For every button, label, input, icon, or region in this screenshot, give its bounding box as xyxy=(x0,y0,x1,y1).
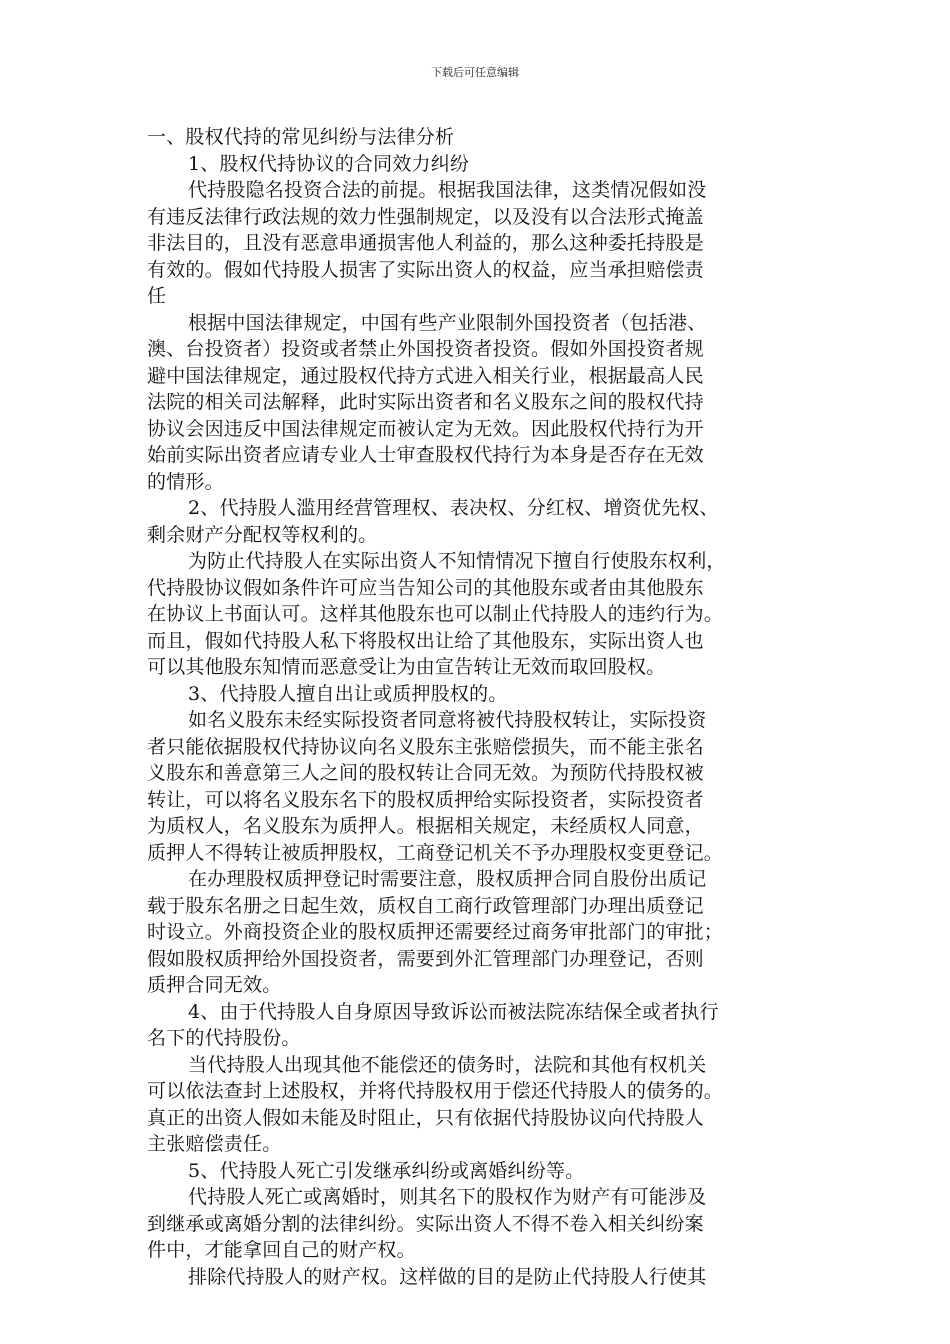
text-line: 到继承或离婚分割的法律纠纷。实际出资人不得不卷入相关纠纷案 xyxy=(147,1212,704,1235)
text-line: 剩余财产分配权等权利的。 xyxy=(147,523,378,546)
text-line: 名下的代持股份。 xyxy=(147,1027,301,1049)
page-header: 下载后可任意编辑 xyxy=(431,66,519,79)
document-body xyxy=(147,124,807,1290)
text-line: 在办理股权质押登记时需要注意，股权质押合同自股份出质记 xyxy=(188,868,707,890)
text-line: 者只能依据股权代持协议向名义股东主张赔偿损失，而不能主张名 xyxy=(147,735,704,758)
text-line: 4、由于代持股人自身原因导致诉讼而被法院冻结保全或者执行 xyxy=(188,1000,719,1023)
text-line: 2、代持股人滥用经营管理权、表决权、分红权、增资优先权、 xyxy=(188,497,719,519)
text-line: 可以依法查封上述股权，并将代持股权用于偿还代持股人的债务的。 xyxy=(147,1080,724,1102)
text-line: 如名义股东未经实际投资者同意将被代持股权转让，实际投资 xyxy=(188,709,707,731)
text-line: 为质权人，名义股东为质押人。根据相关规定，未经质权人同意， xyxy=(147,815,704,837)
text-line: 当代持股人出现其他不能偿还的债务时，法院和其他有权机关 xyxy=(188,1053,707,1076)
text-line: 排除代持股人的财产权。这样做的目的是防止代持股人行使其 xyxy=(188,1265,707,1288)
text-line: 为防止代持股人在实际出资人不知情情况下擅自行使股东权利， xyxy=(188,550,726,572)
text-line: 1、股权代持协议的合同效力纠纷 xyxy=(188,152,470,175)
text-line: 协议会因违反中国法律规定而被认定为无效。因此股权代持行为开 xyxy=(147,417,704,440)
text-line: 代持股隐名投资合法的前提。根据我国法律，这类情况假如没 xyxy=(188,179,707,201)
text-line: 质押合同无效。 xyxy=(147,974,282,996)
text-line: 避中国法律规定，通过股权代持方式进入相关行业，根据最高人民 xyxy=(147,364,704,387)
text-line: 的情形。 xyxy=(147,470,224,493)
text-line: 主张赔偿责任。 xyxy=(147,1133,282,1155)
text-line: 澳、台投资者）投资或者禁止外国投资者投资。假如外国投资者规 xyxy=(147,338,704,360)
text-line: 3、代持股人擅自出让或质押股权的。 xyxy=(188,682,508,705)
text-line: 而且，假如代持股人私下将股权出让给了其他股东，实际出资人也 xyxy=(147,629,704,652)
text-line: 质押人不得转让被质押股权，工商登记机关不予办理股权变更登记。 xyxy=(147,841,724,864)
text-line: 载于股东名册之日起生效，质权自工商行政管理部门办理出质登记 xyxy=(147,894,704,917)
text-line: 转让，可以将名义股东名下的股权质押给实际投资者，实际投资者 xyxy=(147,788,704,811)
text-line: 有效的。假如代持股人损害了实际出资人的权益，应当承担赔偿责 xyxy=(147,258,704,281)
text-line: 代持股人死亡或离婚时，则其名下的股权作为财产有可能涉及 xyxy=(188,1186,707,1208)
text-line: 真正的出资人假如未能及时阻止，只有依据代持股协议向代持股人 xyxy=(147,1106,704,1129)
text-line: 假如股权质押给外国投资者，需要到外汇管理部门办理登记，否则 xyxy=(147,947,704,970)
text-line: 法院的相关司法解释，此时实际出资者和名义股东之间的股权代持 xyxy=(147,391,704,413)
text-line: 有违反法律行政法规的效力性强制规定，以及没有以合法形式掩盖 xyxy=(147,205,704,228)
text-line: 时设立。外商投资企业的股权质押还需要经过商务审批部门的审批； xyxy=(147,921,724,943)
text-line: 一、股权代持的常见纠纷与法律分析 xyxy=(147,126,455,148)
text-line: 可以其他股东知情而恶意受让为由宣告转让无效而取回股权。 xyxy=(147,656,666,678)
text-line: 件中，才能拿回自己的财产权。 xyxy=(147,1239,416,1261)
text-line: 非法目的，且没有恶意串通损害他人利益的，那么这种委托持股是 xyxy=(147,232,704,254)
text-line: 义股东和善意第三人之间的股权转让合同无效。为预防代持股权被 xyxy=(147,762,704,784)
text-line: 任 xyxy=(147,285,167,307)
text-line: 5、代持股人死亡引发继承纠纷或离婚纠纷等。 xyxy=(188,1159,585,1182)
text-line: 在协议上书面认可。这样其他股东也可以制止代持股人的违约行为。 xyxy=(147,603,724,625)
text-line: 始前实际出资者应请专业人士审查股权代持行为本身是否存在无效 xyxy=(147,444,704,466)
text-line: 代持股协议假如条件许可应当告知公司的其他股东或者由其他股东 xyxy=(147,576,704,599)
text-line: 根据中国法律规定，中国有些产业限制外国投资者（包括港、 xyxy=(188,311,707,334)
